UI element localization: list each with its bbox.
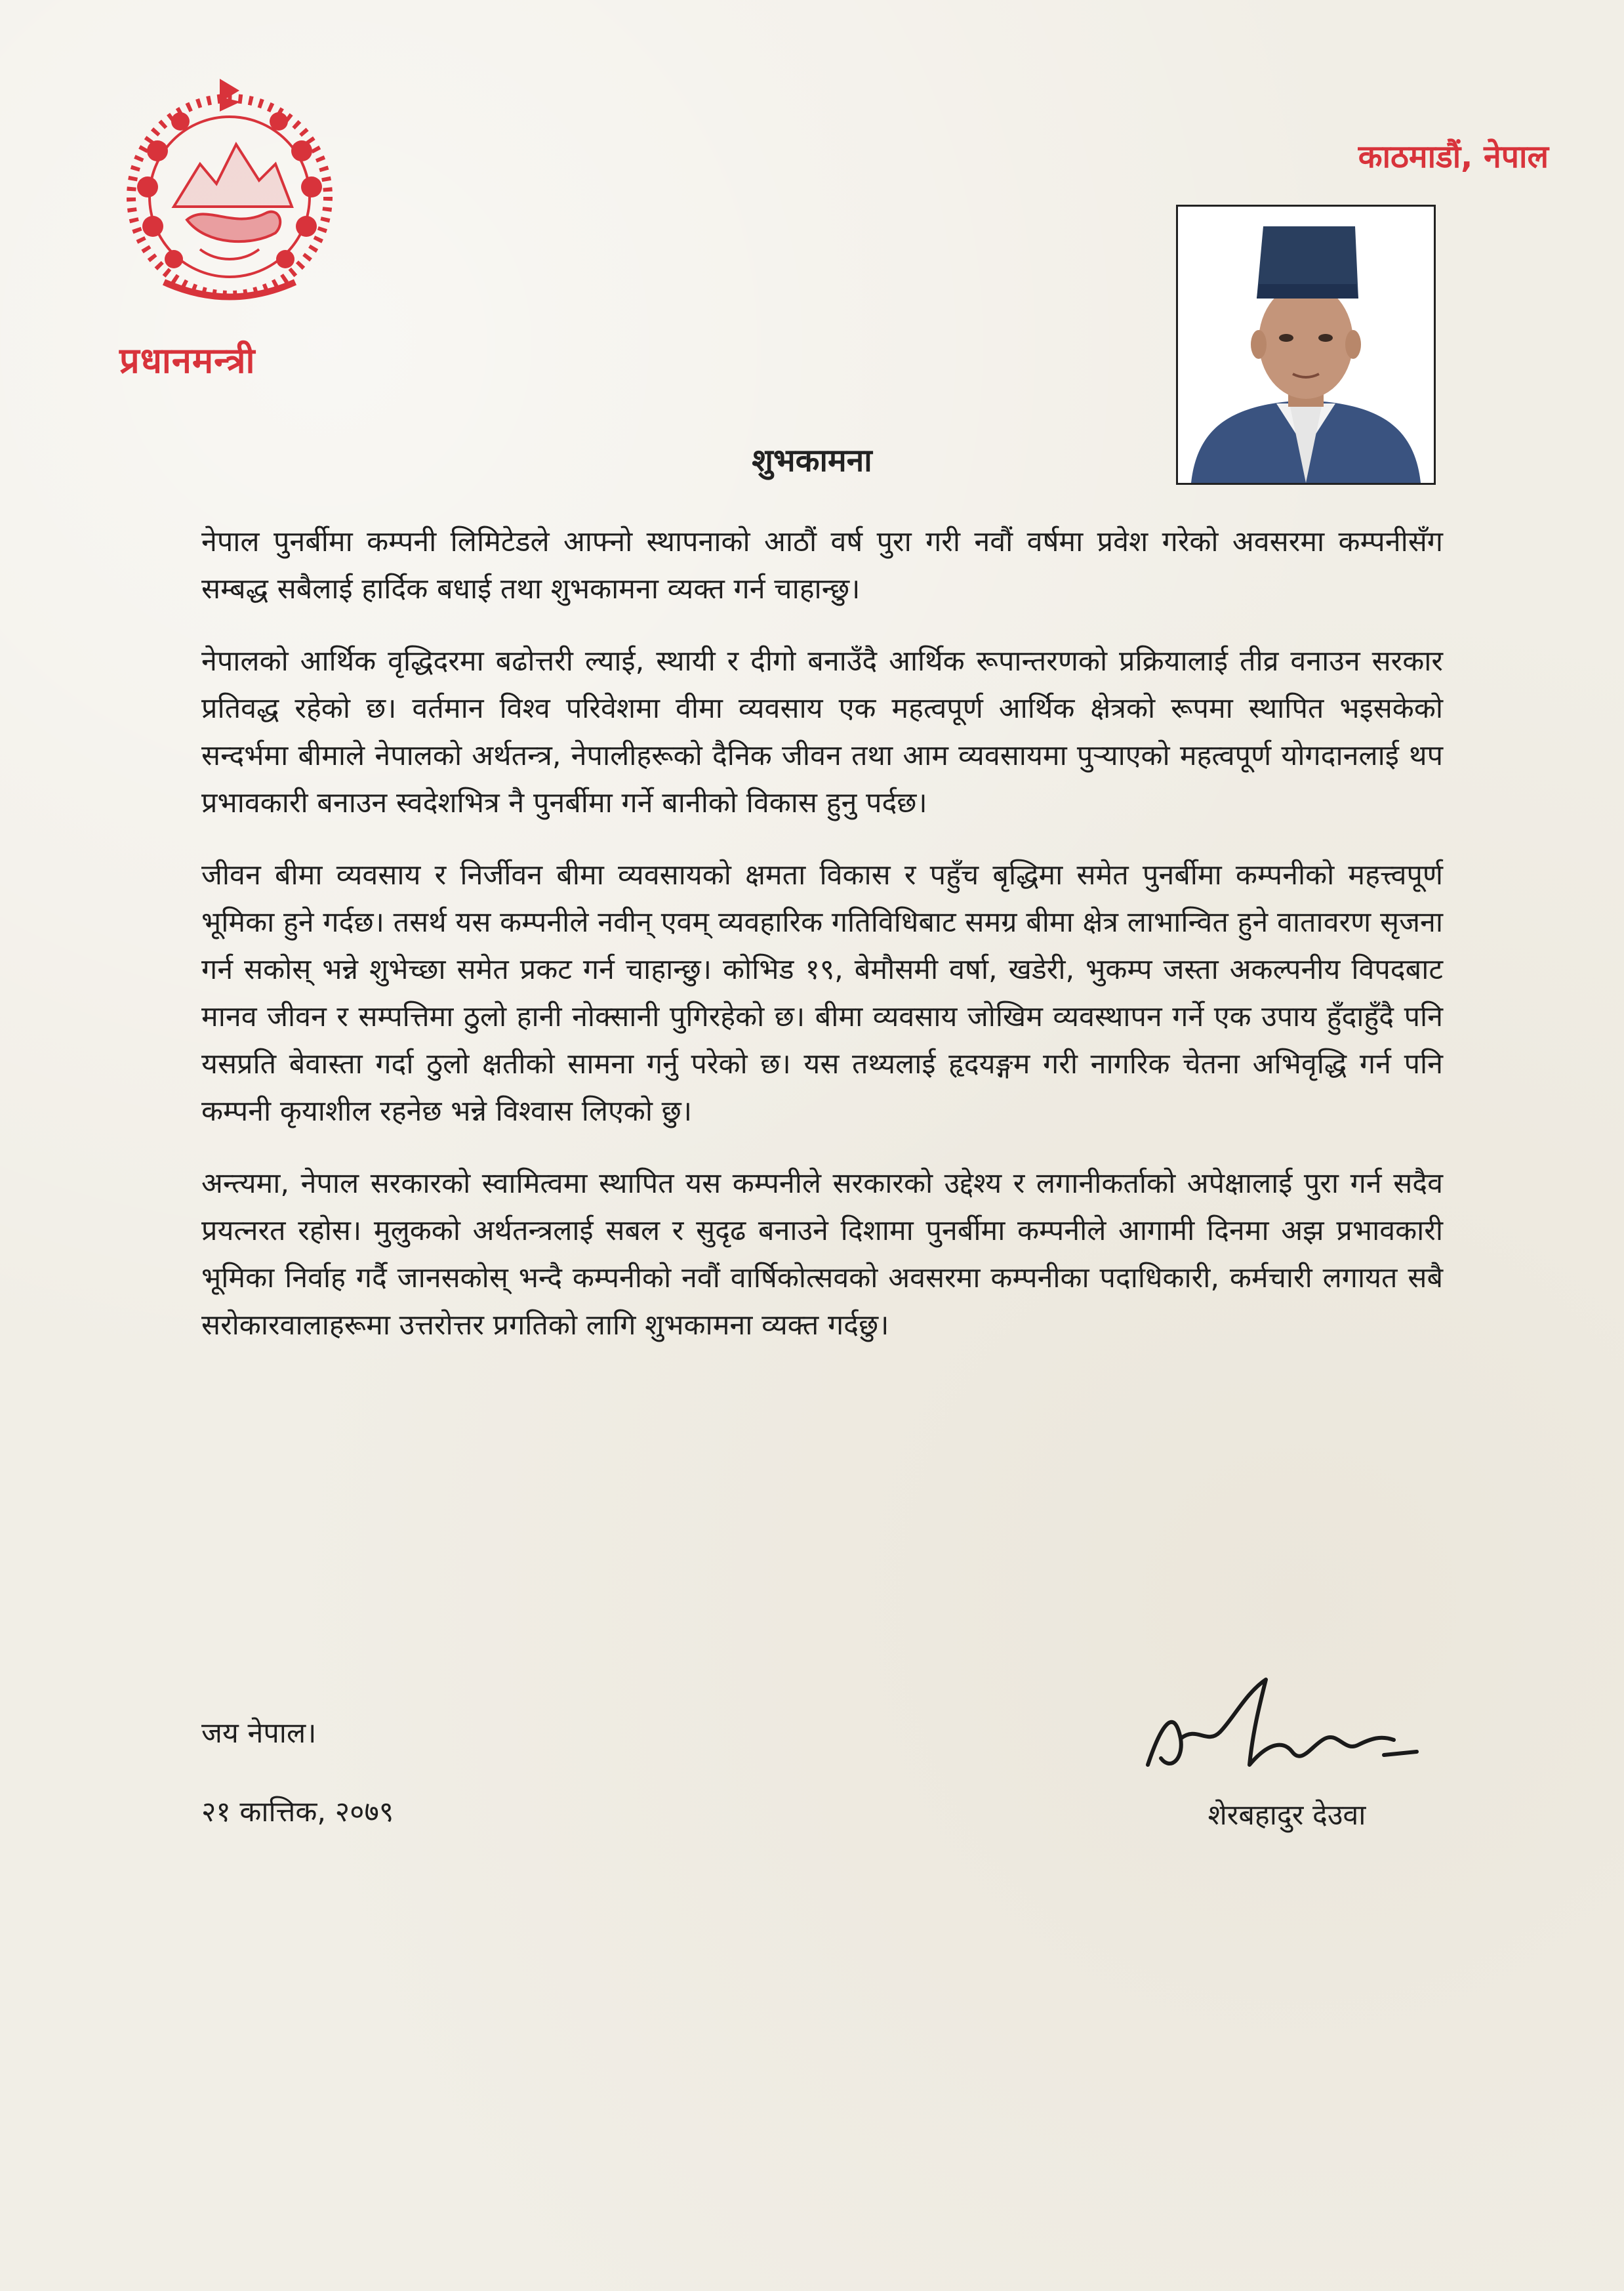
letter-date: २१ कात्तिक, २०७९ — [201, 1796, 394, 1828]
nepal-coat-of-arms-icon — [102, 66, 357, 321]
body-paragraph-4: अन्त्यमा, नेपाल सरकारको स्वामित्वमा स्थापित यस कम्पनीले सरकारको उद्देश्य र लगानीकर्ताको अपेक्षालाई पुरा गर्न सदैव प्रयत्नरत रहोस। मुलुकको अर्थतन्त्रलाई सबल र सुदृढ बनाउने दिशामा पुनर्बीमा कम्पनीले आगामी दिनमा अझ प्रभावकारी भूमिका निर्वाह गर्दै जानसकोस् भन्दै कम्पनीको नवौं वार्षिकोत्सवको अवसरमा कम्पनीका पदाधिकारी, कर्मचारी लगायत सबै सरोकारवालाहरूमा उत्तरोत्तर प्रगतिको लागि शुभकामना व्यक्त गर्दछु। — [201, 1167, 1443, 1342]
handwritten-signature-icon — [1135, 1666, 1430, 1798]
letter-heading: शुभकामना — [752, 442, 872, 479]
signature-mark — [1135, 1666, 1430, 1798]
letter-body — [201, 518, 1443, 1374]
coat-of-arms-emblem — [102, 66, 357, 321]
body-paragraph-2: नेपालको आर्थिक वृद्धिदरमा बढोत्तरी ल्याई, स्थायी र दीगो बनाउँदै आर्थिक रूपान्तरणको प्रक्रियालाई तीव्र वनाउन सरकार प्रतिवद्ध रहेको छ। वर्तमान विश्व परिवेशमा वीमा व्यवसाय एक महत्वपूर्ण आर्थिक क्षेत्रको रूपमा स्थापित भइसकेको सन्दर्भमा बीमाले नेपालको अर्थतन्त्र, नेपालीहरूको दैनिक जीवन तथा आम व्यवसायमा पुऱ्याएको महत्वपूर्ण योगदानलाई थप प्रभावकारी बनाउन स्वदेशभित्र नै पुनर्बीमा गर्ने बानीको विकास हुनु पर्दछ। — [201, 645, 1443, 819]
location-label: काठमाडौं, नेपाल — [1358, 138, 1549, 175]
body-paragraph-3: जीवन बीमा व्यवसाय र निर्जीवन बीमा व्यवसायको क्षमता विकास र पहुँच बृद्धिमा समेत पुनर्बीमा कम्पनीको महत्त्वपूर्ण भूमिका हुने गर्दछ। तसर्थ यस कम्पनीले नवीन् एवम् व्यवहारिक गतिविधिबाट समग्र बीमा क्षेत्र लाभान्वित हुने वातावरण सृजना गर्न सकोस् भन्ने शुभेच्छा समेत प्रकट गर्न चाहान्छु। कोभिड १९, बेमौसमी वर्षा, खडेरी, भुकम्प जस्ता अकल्पनीय विपदबाट मानव जीवन र सम्पत्तिमा ठुलो हानी नोक्सानी पुगिरहेको छ। बीमा व्यवसाय जोखिम व्यवस्थापन गर्ने एक उपाय हुँदाहुँदै पनि यसप्रति बेवास्ता गर्दा ठुलो क्षतीको सामना गर्नु परेको छ। यस तथ्यलाई हृदयङ्गम गरी नागरिक चेतना अभिवृद्धि गर्न पनि कम्पनी कृयाशील रहनेछ भन्ने विश्वास लिएको छु। — [201, 859, 1443, 1128]
body-paragraph-1: नेपाल पुनर्बीमा कम्पनी लिमिटेडले आफ्नो स्थापनाको आठौं वर्ष पुरा गरी नवौं वर्षमा प्रवेश गरेको अवसरमा कम्पनीसँग सम्बद्ध सबैलाई हार्दिक बधाई तथा शुभकामना व्यक्त गर्न चाहान्छु। — [201, 526, 1443, 606]
closing-salutation: जय नेपाल। — [201, 1717, 317, 1750]
office-title: प्रधानमन्त्री — [119, 340, 256, 381]
signer-name: शेरबहादुर देउवा — [1208, 1799, 1366, 1832]
